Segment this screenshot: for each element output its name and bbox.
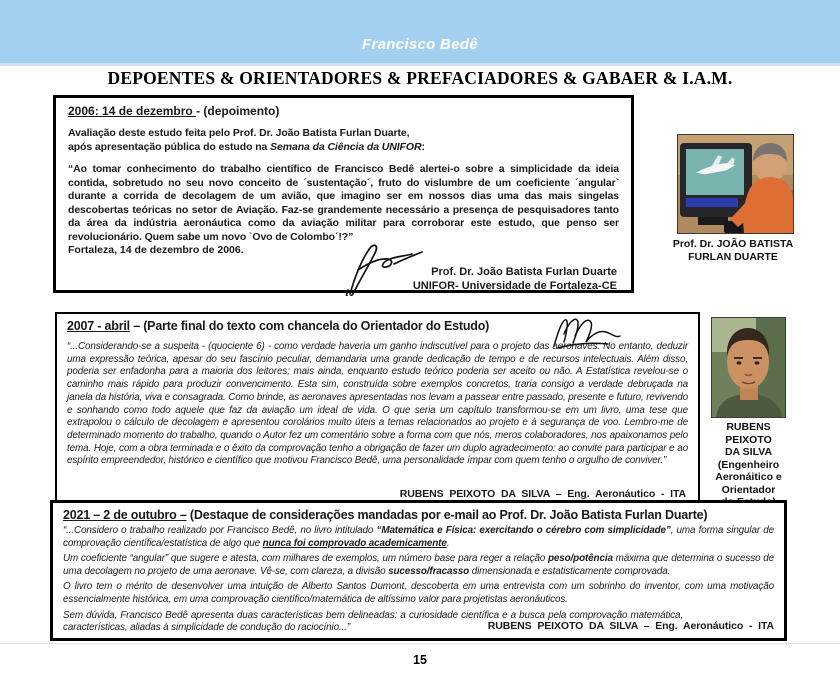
photo1-caption: [663, 238, 803, 264]
box2-heading-date: 2007 - abril: [67, 319, 130, 333]
photo2-caption-line: DA SILVA: [724, 446, 773, 458]
photo2-illustration: [712, 318, 785, 417]
photo2-caption-line: RUBENS: [726, 421, 771, 433]
box3-p1-text: , uma forma singular de comprovação científica/estatística de algo que: [63, 525, 774, 549]
box1-intro-line2-pre: após apresentação pública do estudo na: [68, 140, 271, 153]
box1-paragraph: “Ao tomar conhecimento do trabalho científico de Francisco Bedê alertei-o sobre a simplicidade da ideia contida, sobretudo no seu novo conceito de ´sustentação´, fruto do vislumbre de um coeficiente ´angular` durante a corrida de decolagem de um avião, que imagino ser em nossos dias uma das mais singelas descobertas teóricas no setor de Aviação. Faz-se grandemente necessário a presença de pesquisadores tanto da área da indústria aeronáutica como da aviação militar para corroborar este estudo, que penso ser revolucionário. Quem sabe um novo `Ovo de Colombo´!?”: [68, 163, 619, 243]
box3-p1-text: .: [446, 537, 450, 549]
photo1-caption-line1: Prof. Dr. JOÃO BATISTA: [672, 238, 794, 250]
box2-attribution: RUBENS PEIXOTO DA SILVA – Eng. Aeronáutico - ITA: [399, 488, 686, 500]
photo-joao-batista: [677, 134, 794, 234]
photo2-caption: [697, 421, 800, 509]
box1-attribution-name: Prof. Dr. João Batista Furlan Duarte: [431, 265, 617, 278]
box2-heading-rest: – (Parte final do texto com chancela do Orientador do Estudo): [129, 319, 490, 333]
box3-paragraph-2: [63, 553, 774, 578]
box3-heading-date: 2021 – 2 de outubro –: [63, 508, 187, 522]
box1-date-line: Fortaleza, 14 de dezembro de 2006.: [68, 244, 244, 256]
box1-heading-date: 2006: 14 de dezembro: [68, 104, 197, 118]
box3-heading-rest: (Destaque de considerações mandadas por e-mail ao Prof. Dr. João Batista Furlan Duarte): [186, 508, 708, 522]
bottom-hairline: [0, 643, 840, 644]
banner-title: Francisco Bedê: [362, 36, 478, 53]
photo-rubens-peixoto: [711, 317, 786, 418]
signature-furlan-icon: [336, 240, 428, 296]
photo2-caption-line: (Engenheiro: [717, 458, 780, 471]
box3-p2-emphasis: peso/potência: [547, 553, 613, 565]
box1-intro-line2-post: :: [421, 140, 425, 153]
photo2-caption-line: Aeronáitico e: [715, 471, 782, 483]
box2-paragraph: “...Considerando-se a suspeita - (quociente 6) - como verdade haveria um ganho indiscutível para o projeto das aeronaves. No entanto, deduzir uma expressão teórica, apesar do seu fascínio peculiar, demandaria uma grande dedicação de tempo e de recursos intelectuais. Além disso, poderia ser enfadonha para a maioria dos leitores; mais ainda, enquanto estudo teórico poderia ser aceito ou não. A Estatística revelou-se o caminho mais rápido para produzir convencimento. Esta sim, construída sobre exemplos concretos, traria consigo a verdade debruçada na janela da história, viva e consagrada. Como brinde, as aeronaves apresentadas nos levam a passear entre passado, presente e futuro, revivendo e sonhando como todo aquele que faz da aviação um ideal de vida. O que seria um capítulo transformou-se em um livro, uma tese que extrapolou o cálculo de decolagem e apresentou corolários muito úteis a temas relacionados ao projeto e à segurança de voo. Lembro-me de determinado momento do trabalho, quando o Autor fez um comentário sobre a forma com que nós, meros colaboradores, nos apaixonamos pelo tema. Hoje, com a obra terminada e o êxito da comprovação tenho a obrigação de fazer um duplo agradecimento: ao convite para participar e ao espírito empreendedor, histórico e científico que motivou Francisco Bedê, uma personalidade ímpar com quem tenho o orgulho de conviver.”: [67, 341, 688, 467]
box1-intro: [68, 127, 619, 154]
page-title: DEPOENTES & ORIENTADORES & PREFACIADORES & GABAER & I.A.M.: [107, 68, 733, 88]
box3-p2-text: dimensionada e estatisticamente comprovada.: [469, 565, 671, 577]
testimonial-box-2021: [50, 500, 787, 641]
box1-attribution-org: UNIFOR- Universidade de Fortaleza-CE: [412, 279, 617, 292]
photo1-illustration: [678, 135, 793, 233]
page-number: 15: [413, 653, 427, 667]
top-banner-strip: [0, 63, 840, 66]
photo1-caption-line2: FURLAN DUARTE: [688, 251, 778, 263]
top-banner: [0, 0, 840, 63]
box3-p1-text: “...Considero o trabalho realizado por Francisco Bedê, no livro intitulado: [63, 525, 377, 536]
photo2-caption-line: PEIXOTO: [725, 433, 772, 446]
box3-p2-text: máxima que determina o sucesso de uma decolagem no projeto de uma aeronave. Vê-se, com clareza, a divisão: [63, 553, 774, 577]
box3-heading: [63, 508, 774, 522]
box1-intro-line1: Avaliação deste estudo feita pelo Prof. Dr. João Batista Furlan Duarte,: [68, 127, 410, 139]
box1-heading-rest: - (depoimento): [196, 104, 280, 118]
box3-p2-text: Um coeficiente “angular” que sugere e atesta, com milhares de exemplos, um número base para reger a relação: [63, 553, 548, 565]
box3-paragraph-1: [63, 525, 774, 550]
box1-intro-line2-italic: Semana da Ciência da UNIFOR: [270, 140, 422, 153]
box3-paragraph-4: Sem dúvida, Francisco Bedê apresenta duas características bem delineadas: a curiosidade científica e a busca pela comprovação matemática, características, aliadas à simplicidade de condução do raciocínio...”: [63, 609, 683, 634]
box3-p2-emphasis: sucesso/fracasso: [388, 565, 470, 577]
box3-p1-emphasis: nunca foi comprovado academicamente: [262, 537, 447, 549]
box3-paragraph-3: O livro tem o mérito de desenvolver uma intuição de Alberto Santos Dumont, descoberta em uma entrevista com um sobrinho do inventor, com uma motivação essencialmente histórica, em uma comprovação científico/matemática de altíssimo valor para projetistas aeronáuticos.: [63, 581, 774, 605]
box3-attribution: RUBENS PEIXOTO DA SILVA – Eng. Aeronáutico - ITA: [487, 620, 774, 632]
photo2-caption-line: Orientador: [721, 483, 776, 496]
box3-p1-booktitle: “Matemática e Física: exercitando o cérebro com simplicidade”: [376, 525, 671, 536]
signature-rubens-icon: [548, 312, 624, 352]
box1-heading: [68, 104, 619, 118]
